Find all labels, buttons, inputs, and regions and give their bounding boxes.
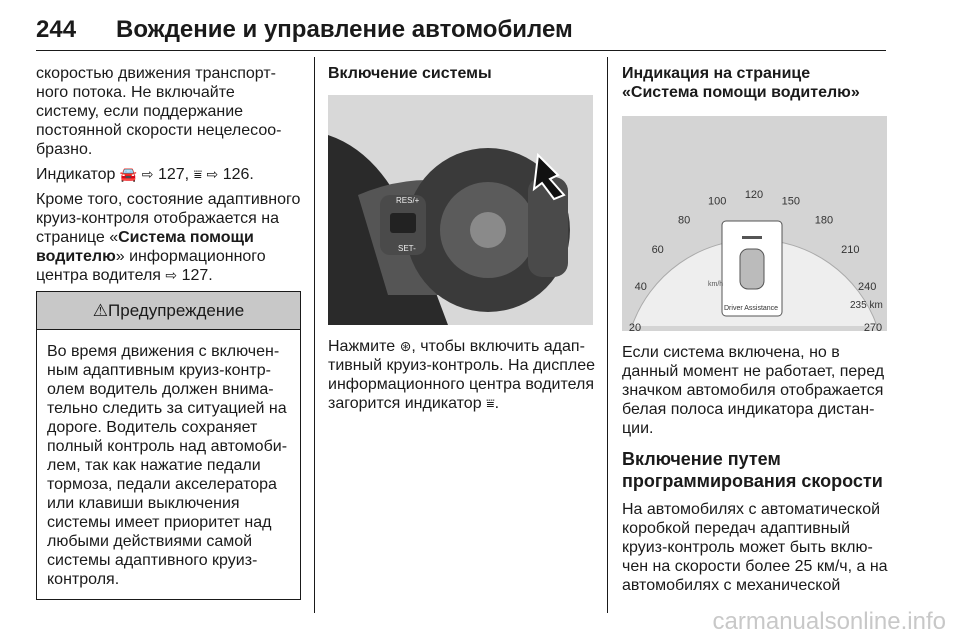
- speed-tick-label: 180: [814, 214, 834, 227]
- watermark: carmanualsonline.info: [712, 608, 946, 635]
- column-divider: [314, 57, 315, 613]
- res-label: RES/+: [396, 196, 420, 205]
- arrow-icon: ⇨: [206, 166, 219, 182]
- header-rule: [36, 50, 886, 51]
- screen-label: Driver Assistance: [724, 305, 779, 312]
- warning-header: [37, 292, 300, 330]
- arrow-icon: ⇨: [141, 166, 154, 182]
- speed-tick-label: 80: [677, 214, 691, 227]
- page-header: [36, 16, 886, 48]
- bold-text: Система помощи водителю: [36, 229, 254, 265]
- section-heading: Индикация на странице «Система помощи водителю»: [622, 65, 860, 101]
- section-heading: Включение путем программирования скорости: [622, 449, 883, 491]
- speed-tick-label: 240: [858, 280, 877, 293]
- speed-tick-label: 120: [744, 189, 764, 201]
- steering-wheel-image: [328, 95, 593, 325]
- warning-box: [36, 291, 301, 600]
- arrow-icon: ⇨: [165, 267, 178, 283]
- distance-icon: ⩸: [486, 395, 495, 411]
- column-middle: [328, 64, 598, 419]
- column-divider: [607, 57, 608, 613]
- page-number: 244: [36, 16, 77, 43]
- paragraph: скоростью движения транспортного потока. Не включайте систему, если поддержание постоянной скорости нецелесообразно.: [36, 65, 282, 158]
- speed-tick-label: 270: [863, 322, 883, 331]
- car-icon: 🚘: [119, 166, 138, 182]
- warning-icon: ⚠: [92, 301, 109, 320]
- range-readout: 235 km: [850, 300, 883, 311]
- speed-tick-label: 20: [628, 322, 642, 331]
- speed-tick-label: 60: [651, 243, 664, 256]
- page-ref: 127.: [181, 267, 213, 284]
- paragraph: Нажмите ⊛, чтобы включить адаптивный круиз-контроль. На дисплее информационного центра водителя загорится индикатор ⩸.: [328, 338, 596, 412]
- cruise-icon: ⊛: [399, 338, 412, 354]
- speed-tick-label: 40: [634, 280, 647, 293]
- paragraph: Кроме того, состояние адаптивного круиз-контроля отображается на странице «Система помощи водителю» информационного центра водителя ⇨ 127.: [36, 191, 301, 284]
- paragraph: Если система включена, но в данный момент не работает, перед значком автомобиля отображается белая полоса индикатора дистанции.: [622, 344, 885, 437]
- paragraph: На автомобилях с автоматической коробкой передач адаптивный круиз-контроль может быть включен на скорости более 25 км/ч, а на автомобилях с механической: [622, 501, 888, 594]
- warning-title: Предупреждение: [108, 301, 245, 320]
- column-left: [36, 64, 301, 600]
- speed-tick-label: 150: [781, 195, 800, 208]
- indicator-paragraph: Индикатор 🚘 ⇨ 127, ⩸ ⇨ 126.: [36, 166, 254, 183]
- column-right: [622, 64, 888, 601]
- unit-label: km/h: [708, 281, 724, 288]
- warning-text: Во время движения с включенным адаптивным круиз-контролем водитель должен внимательно следить за ситуацией на дороге. Водитель сохраняет полный контроль над автомобилем, так как нажатие педали тормоза, педали акселератора или клавиши выключения системы имеет приоритет над любыми действиями самой системы адаптивного круиз-контроля.: [47, 343, 288, 588]
- speed-tick-label: 100: [708, 195, 727, 208]
- distance-icon: ⩸: [193, 166, 203, 182]
- set-label: SET-: [398, 244, 416, 253]
- chapter-title: Вождение и управление автомобилем: [116, 16, 573, 43]
- section-heading: Включение системы: [328, 65, 492, 82]
- instrument-cluster-image: [622, 116, 887, 331]
- speed-tick-label: 210: [841, 243, 860, 256]
- page-ref: 127,: [157, 166, 190, 183]
- page-ref: 126.: [222, 166, 254, 183]
